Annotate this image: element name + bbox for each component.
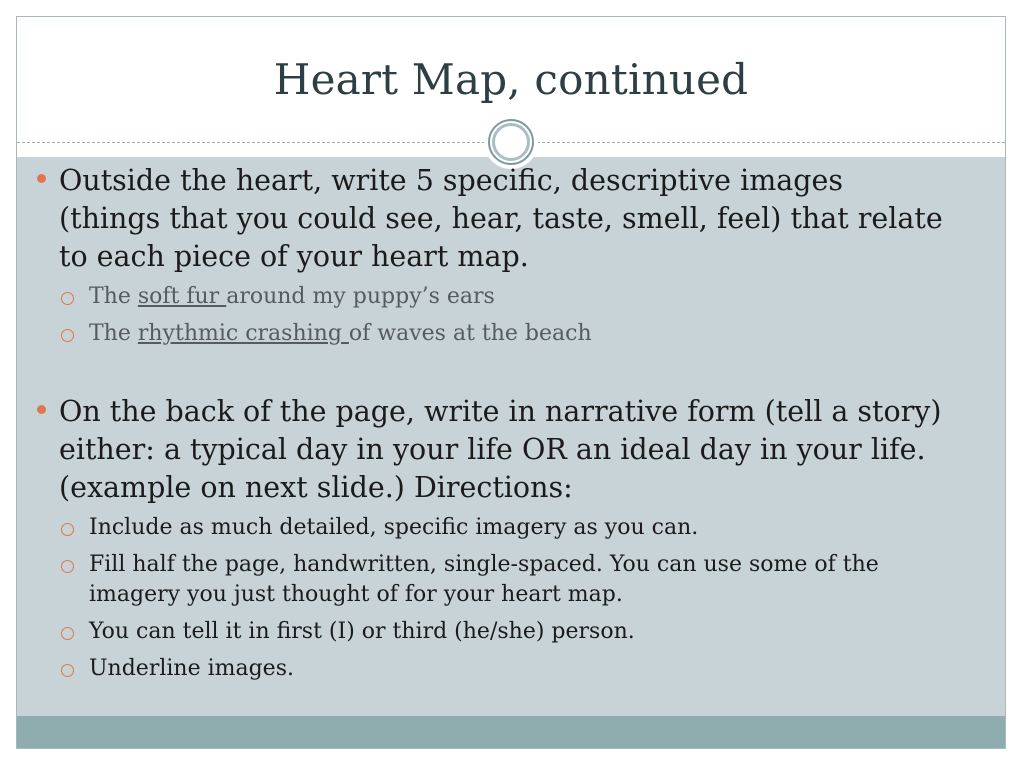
footer-band: [17, 716, 1005, 749]
sub-bullet-item: [59, 654, 947, 684]
sub-bullet-item: [59, 319, 947, 349]
sub-bullet-item: [59, 617, 947, 647]
sub-bullet-item: [59, 513, 947, 543]
sub-bullet-ring-icon: [61, 664, 74, 677]
sub-bullet-text: Underline images.: [89, 656, 294, 681]
underlined-image: rhythmic crashing: [137, 321, 349, 346]
bullet-text: On the back of the page, write in narrative form (tell a story) either: a typical day in your life OR an ideal day in your life. (example on next slide.) Directions:: [59, 395, 942, 504]
bullet-text: Outside the heart, write 5 specific, descriptive images (things that you could see, hear, taste, smell, feel) that relate to each piece of your heart map.: [59, 164, 943, 273]
sub-bullet-item: [59, 550, 947, 610]
bullet-gap: [37, 349, 947, 393]
underlined-image: soft fur: [137, 284, 227, 309]
slide-title: Heart Map, continued: [273, 55, 749, 104]
sub-bullet-suffix: around my puppy’s ears: [226, 284, 495, 309]
bullet-list: [37, 162, 947, 684]
ornament-inner-ring: [492, 123, 530, 161]
sub-bullet-ring-icon: [61, 627, 74, 640]
sub-bullet-prefix: The: [89, 284, 138, 309]
sub-bullet-text: Fill half the page, handwritten, single-spaced. You can use some of the imagery you just thought of for your heart map.: [89, 552, 879, 607]
sub-bullet-ring-icon: [61, 523, 74, 536]
sub-bullet-ring-icon: [61, 292, 74, 305]
bullet-item: [37, 393, 947, 684]
bullet-dot-icon: [37, 405, 46, 414]
sub-bullet-prefix: The: [89, 321, 138, 346]
sub-bullet-text: You can tell it in first (I) or third (he/she) person.: [89, 619, 635, 644]
sub-bullet-item: [59, 282, 947, 312]
bullet-item: [37, 162, 947, 349]
sub-bullet-suffix: of waves at the beach: [348, 321, 592, 346]
sub-bullet-ring-icon: [61, 560, 74, 573]
sub-bullet-text: Include as much detailed, specific imagery as you can.: [89, 515, 699, 540]
sub-bullet-ring-icon: [61, 329, 74, 342]
circle-ornament-icon: [484, 115, 538, 169]
bullet-dot-icon: [37, 174, 46, 183]
